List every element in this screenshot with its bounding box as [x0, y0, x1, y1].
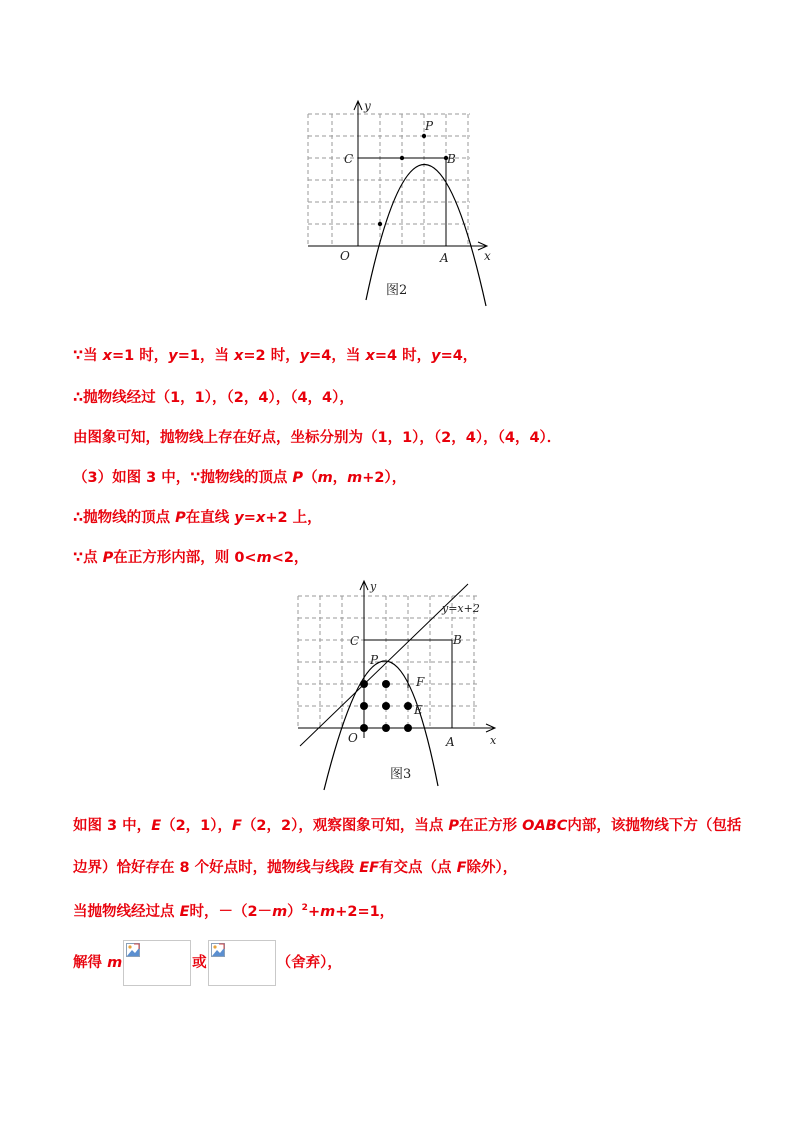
text-run: 如图 3 中， [73, 818, 152, 834]
text-run: m [320, 903, 336, 920]
good-point [360, 680, 368, 688]
y-axis-label: y [364, 99, 371, 113]
point-c-label: C [344, 152, 354, 166]
point-p [422, 134, 426, 138]
point-p-label: P [425, 119, 434, 133]
text-line-2 [73, 388, 354, 408]
text-run: m [107, 955, 123, 971]
text-run: =4， [440, 348, 478, 364]
figure-3-graph [290, 578, 510, 792]
text-run: y [168, 348, 178, 364]
good-point [382, 724, 390, 732]
text-run: <2， [271, 550, 309, 566]
text-run: （ [303, 470, 318, 486]
point-p-label: P [370, 653, 379, 667]
text-line-5 [73, 508, 322, 528]
point-f-label: F [416, 675, 425, 689]
text-run: 除外）， [466, 860, 518, 876]
good-point [404, 702, 412, 710]
figure-2-graph [300, 96, 500, 310]
text-run: （3）如图 3 中，∵抛物线的顶点 [73, 470, 293, 486]
point-1-1 [378, 222, 382, 226]
text-run: OABC [522, 818, 568, 834]
x-axis-label: x [484, 249, 491, 263]
point-a-label: A [446, 735, 455, 749]
text-run: x [102, 348, 112, 364]
text-run: ∴抛物线经过（1，1），（2，4），（4，4）， [73, 390, 354, 406]
text-run: =1，当 [177, 348, 235, 364]
text-run: +2）， [362, 470, 407, 486]
text-run: m [272, 903, 288, 920]
text-run: =2 时， [243, 348, 300, 364]
text-run: +2=1， [335, 903, 395, 920]
text-run: P [292, 470, 304, 486]
good-point [404, 724, 412, 732]
text-run: 时，－（2－ [189, 903, 273, 920]
missing-image-placeholder [208, 940, 276, 986]
text-run: 边界）恰好存在 8 个好点时，抛物线与线段 [73, 860, 360, 876]
text-run: m [256, 550, 272, 566]
text-run: （2，1）， [161, 818, 233, 834]
text-line-1 [73, 346, 477, 366]
text-run: x [234, 348, 244, 364]
text-run: 在直线 [185, 510, 235, 526]
text-line-9 [73, 898, 394, 922]
text-run: 在正方形 [459, 818, 523, 834]
text-run: =4，当 [309, 348, 366, 364]
point-b-label: B [447, 152, 456, 166]
figure-2-caption: 图2 [386, 283, 408, 298]
text-run: = [243, 510, 256, 526]
text-run: （2，2），观察图象可知，当点 [241, 818, 449, 834]
figure-3 [290, 578, 510, 792]
missing-image-placeholder [123, 940, 191, 986]
text-run: y [299, 348, 310, 364]
text-run: F [232, 818, 242, 834]
text-line-10 [73, 940, 342, 986]
text-run: m [317, 470, 333, 486]
figure-3-caption: 图3 [390, 767, 412, 782]
text-run: ∵当 [73, 348, 103, 364]
point-a-label: A [440, 251, 449, 265]
line-label: y=x+2 [442, 602, 480, 615]
text-run: m [347, 470, 363, 486]
text-run: ∵点 [73, 550, 103, 566]
text-run: E [151, 818, 162, 834]
broken-image-icon [211, 943, 225, 957]
point-c-label: C [350, 634, 360, 648]
text-run: （舍弃）， [276, 955, 342, 971]
text-run: x [255, 510, 266, 526]
text-run: EF [359, 860, 380, 876]
text-run: y [431, 348, 441, 364]
good-point [360, 724, 368, 732]
text-run: 解得 [73, 955, 108, 971]
good-point [382, 680, 390, 688]
text-run: E [179, 903, 190, 920]
figure-2 [300, 96, 500, 310]
text-run: ∴抛物线的顶点 [73, 510, 176, 526]
text-run: 由图象可知，抛物线上存在好点，坐标分别为（1，1），（2，4），（4，4）． [73, 430, 562, 446]
text-run: =4 时， [374, 348, 432, 364]
text-run: 当抛物线经过点 [73, 903, 180, 920]
origin-label: O [340, 249, 350, 263]
point-b-label: B [453, 633, 462, 647]
good-point [360, 702, 368, 710]
text-run: +2 上， [265, 510, 322, 526]
text-line-7 [73, 816, 741, 836]
point-2-4 [400, 156, 404, 160]
text-run: P [175, 510, 186, 526]
good-point [382, 702, 390, 710]
text-run: 内部，该抛物线下方（包括 [567, 818, 742, 834]
point-e-label: E [414, 703, 423, 717]
text-run: ， [332, 470, 348, 486]
text-run: F [456, 860, 467, 876]
text-run: =1 时， [112, 348, 169, 364]
text-run: P [102, 550, 114, 566]
text-run: 或 [192, 955, 207, 971]
text-line-8 [73, 858, 517, 878]
text-line-6 [73, 548, 308, 568]
text-line-3 [73, 428, 561, 448]
text-run: P [448, 818, 460, 834]
text-run: 2 [301, 903, 308, 913]
y-axis-label: y [370, 580, 377, 593]
broken-image-icon [126, 943, 140, 957]
x-axis-label: x [490, 734, 497, 747]
text-run: ） [287, 903, 302, 920]
text-run: y [234, 510, 244, 526]
text-run: x [365, 348, 375, 364]
origin-label: O [348, 731, 358, 745]
text-line-4 [73, 468, 406, 488]
text-run: + [307, 903, 321, 920]
text-run: 在正方形内部，则 0< [113, 550, 257, 566]
text-run: 有交点（点 [379, 860, 457, 876]
